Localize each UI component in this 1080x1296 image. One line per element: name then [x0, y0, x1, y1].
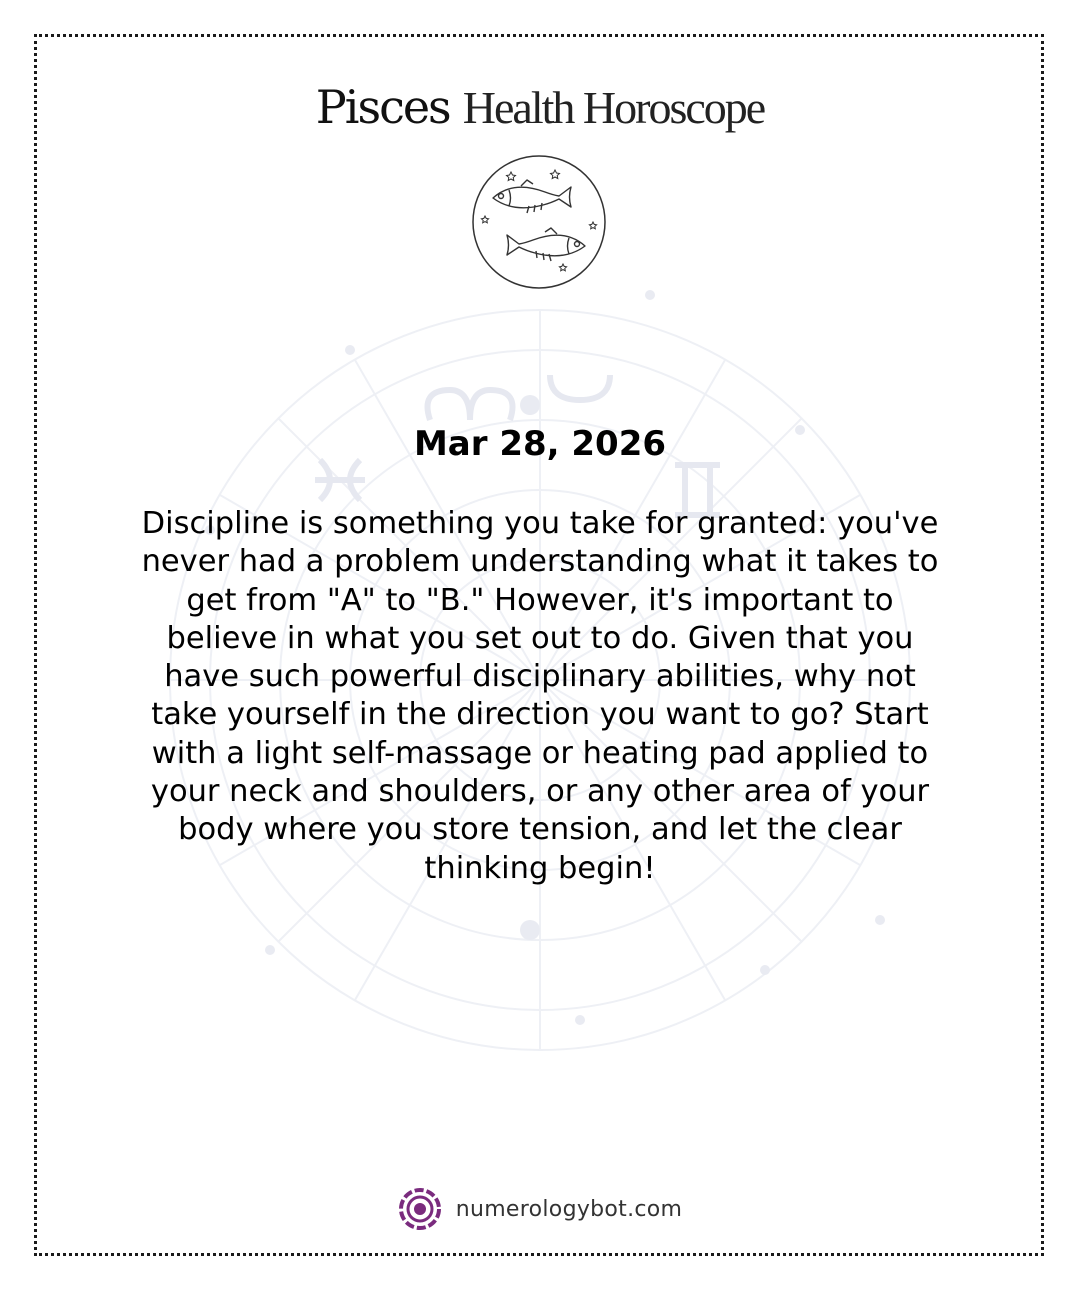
horoscope-text: Discipline is something you take for granted: you've never had a problem understanding what it takes to get from "A" to "B." However, it's important to believe in what you set out to do. Given that you have such powerful disciplinary abilities, why not take yourself in the direction you want to go? Start with a light self-massage or heating pad applied to your neck and shoulders, or any other area of your body where you store tension, and let the clear thinking begin!: [141, 506, 939, 886]
footer-brand[interactable]: [0, 1186, 1080, 1232]
site-link[interactable]: numerologybot.com: [455, 1196, 683, 1222]
title-rest: Health Horoscope: [462, 82, 765, 133]
title-sign: Pisces: [315, 80, 450, 134]
pisces-fish-icon: [471, 154, 607, 290]
page-title: [0, 80, 1080, 134]
numerologybot-logo-icon: [398, 1187, 442, 1231]
reading-date: Mar 28, 2026: [413, 424, 667, 464]
